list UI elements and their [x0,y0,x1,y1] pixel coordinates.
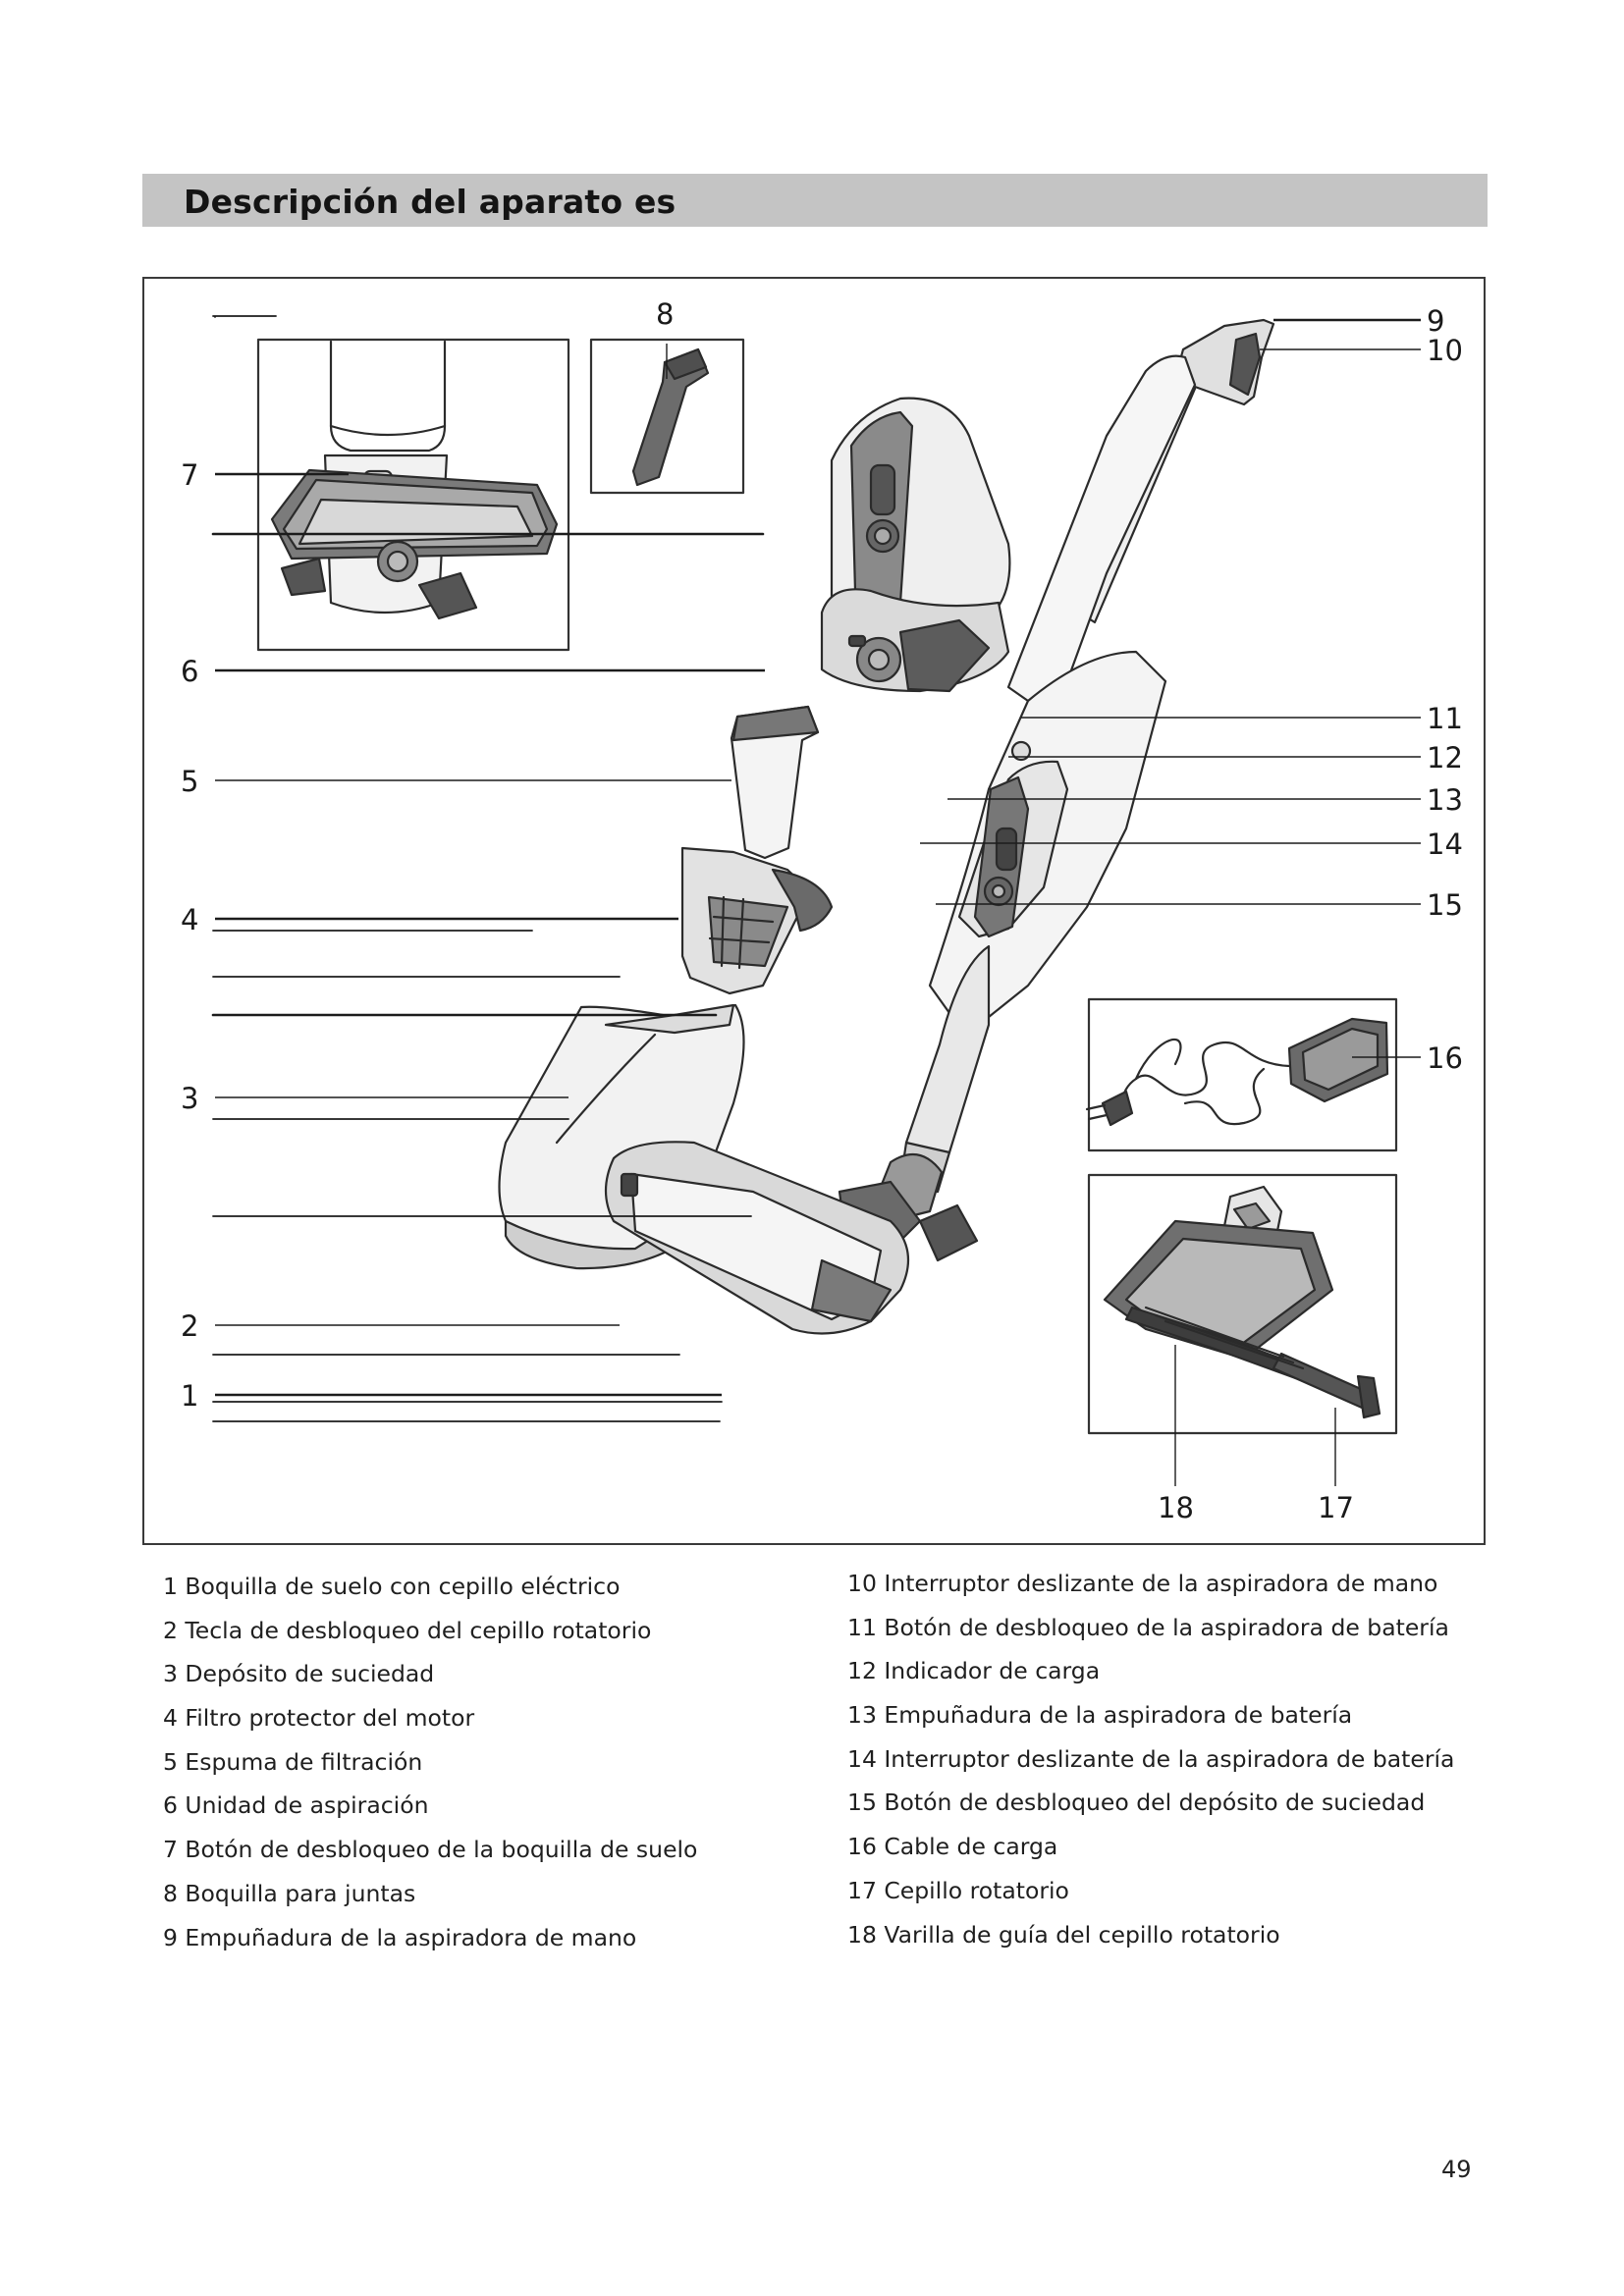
floor-nozzle [606,1142,977,1333]
inset-floor-nozzle-release [258,340,568,650]
inset-rotary-brush [1089,1175,1396,1433]
legend-item: 14 Interruptor deslizante de la aspiradora de batería [847,1744,1455,1773]
handheld-vacuum-unit [822,399,1009,691]
section-header-band [142,174,1488,227]
legend-item: 11 Botón de desbloqueo de la aspiradora de batería [847,1613,1449,1641]
callout-16: 16 [1427,1041,1463,1075]
inset-charging-cable [1087,999,1396,1150]
appliance-diagram [144,279,1484,1543]
callout-8: 8 [656,297,675,331]
callout-2: 2 [181,1309,199,1343]
motor-protection-filter [682,848,832,993]
callout-17: 17 [1318,1491,1354,1524]
callout-14: 14 [1427,828,1463,861]
callout-13: 13 [1427,783,1463,817]
legend-item: 16 Cable de carga [847,1833,1058,1861]
legend-item: 1 Boquilla de suelo con cepillo eléctrico [163,1573,621,1600]
callout-12: 12 [1427,741,1463,774]
legend-item: 13 Empuñadura de la aspiradora de batería [847,1701,1353,1730]
callout-1: 1 [181,1379,199,1413]
callout-9: 9 [1427,304,1445,338]
legend-item: 3 Depósito de suciedad [163,1660,435,1688]
appliance-diagram-frame [142,277,1486,1545]
legend-item: 15 Botón de desbloqueo del depósito de suciedad [847,1789,1426,1817]
legend-item: 4 Filtro protector del motor [163,1704,475,1733]
callout-11: 11 [1427,702,1463,735]
legend-item: 5 Espuma de filtración [163,1747,423,1776]
callout-4: 4 [181,903,199,936]
legend-item: 7 Botón de desbloqueo de la boquilla de suelo [163,1836,698,1864]
legend-item: 9 Empuñadura de la aspiradora de mano [163,1923,637,1951]
legend-list-left [163,1565,697,1959]
callout-10: 10 [1427,334,1463,367]
callout-6: 6 [181,655,199,688]
legend-item: 12 Indicador de carga [847,1657,1101,1685]
page-number: 49 [1441,2156,1472,2183]
callout-3: 3 [181,1082,199,1115]
legend-item: 6 Unidad de aspiración [163,1791,429,1820]
legend-item: 17 Cepillo rotatorio [847,1876,1069,1904]
legend-item: 18 Varilla de guía del cepillo rotatorio [847,1920,1280,1949]
page-title: Descripción del aparato es [184,183,677,221]
legend-list-right [847,1562,1454,1956]
callout-15: 15 [1427,888,1463,922]
callout-7: 7 [181,458,199,492]
legend-item: 8 Boquilla para juntas [163,1879,416,1907]
callout-18: 18 [1158,1491,1194,1524]
filtration-foam [731,707,818,858]
legend-item: 2 Tecla de desbloqueo del cepillo rotatorio [163,1616,652,1644]
callout-5: 5 [181,765,199,798]
legend-item: 10 Interruptor deslizante de la aspiradora de mano [847,1570,1438,1597]
